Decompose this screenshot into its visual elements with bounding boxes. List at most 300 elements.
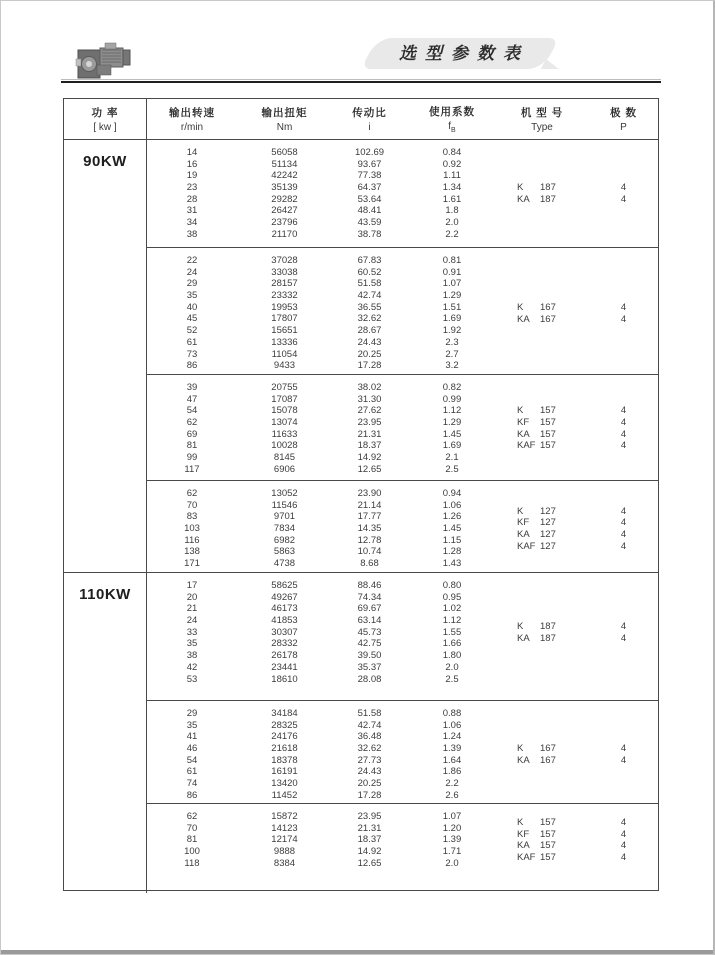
type-prefix: KF	[517, 828, 530, 840]
table-cell: 23.95	[357, 811, 382, 822]
gearmotor-image	[75, 39, 135, 83]
table-cell: 29282	[271, 193, 298, 205]
table-cell: 46	[186, 743, 198, 755]
poles-cell: 4	[620, 505, 627, 517]
type-row	[497, 429, 660, 441]
type-size: 157	[540, 851, 556, 863]
type-row	[497, 852, 660, 864]
table-cell: 37028	[271, 255, 298, 266]
type-prefix: KF	[517, 417, 530, 429]
header-rule	[61, 79, 661, 83]
table-cell: 42	[186, 661, 198, 673]
type-row	[497, 314, 660, 326]
table-cell: 0.88	[442, 708, 462, 719]
power-section	[64, 572, 658, 893]
table-cell: 67.83	[357, 255, 382, 266]
table-cell: 20	[186, 591, 198, 603]
table-body	[64, 140, 658, 893]
type-row	[497, 633, 660, 645]
table-cell: 35	[186, 719, 198, 731]
table-cell: 28157	[271, 278, 298, 290]
table-cell: 62	[186, 488, 198, 499]
table-cell: 13336	[271, 336, 298, 348]
table-cell: 1.51	[442, 301, 462, 313]
table-cell: 34	[186, 217, 198, 229]
type-row	[497, 817, 660, 829]
type-size: 127	[540, 517, 556, 529]
table-cell: 1.45	[442, 428, 462, 440]
table-cell: 2.5	[445, 463, 459, 475]
table-cell: 171	[184, 558, 200, 570]
type-group	[497, 580, 660, 685]
table-cell: 1.15	[442, 534, 462, 546]
table-cell: 12174	[271, 834, 298, 846]
type-prefix: KAF	[517, 851, 536, 863]
type-size: 157	[540, 840, 556, 852]
table-cell: 38.78	[357, 228, 382, 240]
type-cell	[497, 633, 587, 645]
power-section	[64, 140, 658, 572]
column-header-unit: [ kw ]	[93, 122, 117, 133]
type-prefix: KAF	[517, 440, 536, 452]
table-cell: 1.45	[442, 523, 462, 535]
type-row	[497, 417, 660, 429]
table-cell: 1.66	[442, 638, 462, 650]
table-cell: 46173	[271, 603, 298, 615]
poles-cell: 4	[620, 405, 627, 417]
table-cell: 23.95	[357, 417, 382, 429]
table-cell: 21618	[271, 743, 298, 755]
table-cell: 2.2	[445, 778, 459, 790]
table-cell: 12.78	[357, 534, 382, 546]
column-header-unit: P	[620, 122, 627, 133]
table-cell: 31.30	[357, 393, 382, 405]
table-cell: 73	[186, 348, 198, 360]
table-cell: 1.61	[442, 193, 462, 205]
table-cell: 32.62	[357, 313, 382, 325]
table-cell: 1.06	[442, 719, 462, 731]
type-size: 127	[540, 528, 556, 540]
table-cell: 38	[186, 228, 198, 240]
type-prefix: K	[517, 405, 524, 417]
table-cell: 81	[186, 440, 198, 452]
table-cell: 22	[186, 255, 198, 266]
table-cell: 0.91	[442, 266, 462, 278]
table-cell: 51.58	[357, 278, 382, 290]
table-cell: 117	[184, 463, 200, 475]
poles-cell: 4	[620, 301, 627, 313]
table-cell: 23796	[271, 217, 298, 229]
table-cell: 33	[186, 626, 198, 638]
table-cell: 36.48	[357, 731, 382, 743]
column-header	[497, 99, 587, 139]
table-cell: 13074	[271, 417, 298, 429]
table-cell: 35.37	[357, 661, 382, 673]
table-cell: 81	[186, 834, 198, 846]
type-cell	[497, 194, 587, 206]
type-prefix: KA	[517, 840, 530, 852]
table-cell: 54	[186, 754, 198, 766]
column-header	[332, 99, 407, 139]
table-cell: 27.62	[357, 405, 382, 417]
poles-cell: 4	[620, 528, 627, 540]
table-cell: 27.73	[357, 754, 382, 766]
table-cell: 41853	[271, 615, 298, 627]
table-cell: 1.43	[442, 558, 462, 570]
table-cell: 56058	[271, 147, 298, 158]
type-size: 167	[540, 301, 556, 313]
table-cell: 60.52	[357, 266, 382, 278]
column-header-unit: $f_B$	[448, 121, 456, 134]
poles-cell: 4	[620, 417, 627, 429]
table-cell: 11452	[271, 789, 298, 801]
table-cell: 1.28	[442, 546, 462, 558]
type-prefix: KA	[517, 754, 530, 766]
type-cell	[497, 440, 587, 452]
poles-cell: 4	[620, 816, 627, 828]
type-cell	[497, 621, 587, 633]
table-cell: 24.43	[357, 336, 382, 348]
column-header	[407, 99, 497, 139]
table-cell: 2.0	[445, 217, 459, 229]
type-row	[497, 743, 660, 755]
poles-cell: 4	[620, 313, 627, 325]
table-cell: 1.06	[442, 499, 462, 511]
poles-cell: 4	[620, 182, 627, 194]
table-cell: 30307	[271, 626, 298, 638]
table-cell: 1.39	[442, 743, 462, 755]
table-cell: 42.74	[357, 290, 382, 302]
type-cell	[497, 302, 587, 314]
type-row	[497, 541, 660, 553]
table-cell: 35	[186, 290, 198, 302]
column-header	[64, 99, 147, 139]
table-cell: 19953	[271, 301, 298, 313]
column-header	[587, 99, 660, 139]
table-cell: 0.99	[442, 393, 462, 405]
table-cell: 13420	[271, 778, 298, 790]
type-cell	[497, 517, 587, 529]
type-cell	[497, 417, 587, 429]
table-cell: 8384	[273, 857, 296, 869]
table-cell: 77.38	[357, 170, 382, 182]
table-cell: 1.64	[442, 754, 462, 766]
table-cell: 2.7	[445, 348, 459, 360]
table-cell: 83	[186, 511, 198, 523]
table-cell: 6906	[273, 463, 296, 475]
table-cell: 61	[186, 766, 198, 778]
table-cell: 69.67	[357, 603, 382, 615]
table-cell: 1.26	[442, 511, 462, 523]
type-cell	[497, 314, 587, 326]
type-size: 157	[540, 405, 556, 417]
table-cell: 1.69	[442, 313, 462, 325]
table-cell: 2.2	[445, 228, 459, 240]
table-cell: 15651	[271, 325, 298, 337]
table-cell: 10028	[271, 440, 298, 452]
type-size: 187	[540, 193, 556, 205]
section-blocks	[147, 140, 658, 572]
type-size: 157	[540, 440, 556, 452]
type-cell	[497, 506, 587, 518]
table-cell: 40	[186, 301, 198, 313]
poles-cell: 4	[620, 743, 627, 755]
table-cell: 18.37	[357, 834, 382, 846]
table-cell: 34184	[271, 708, 298, 719]
type-row	[497, 517, 660, 529]
type-row	[497, 405, 660, 417]
column-header	[237, 99, 332, 139]
column-header-unit-subscript: B	[451, 127, 456, 134]
table-cell: 42.75	[357, 638, 382, 650]
table-cell: 1.07	[442, 278, 462, 290]
table-cell: 0.80	[442, 580, 462, 591]
type-prefix: KF	[517, 517, 530, 529]
type-group	[497, 708, 660, 802]
poles-cell: 4	[620, 428, 627, 440]
table-cell: 1.71	[442, 846, 462, 858]
table-cell: 51134	[271, 158, 298, 170]
poles-cell: 4	[620, 632, 627, 644]
table-cell: 45.73	[357, 626, 382, 638]
table-cell: 0.81	[442, 255, 462, 266]
table-cell: 23	[186, 182, 198, 194]
table-cell: 1.02	[442, 603, 462, 615]
table-cell: 32.62	[357, 743, 382, 755]
table-cell: 1.69	[442, 440, 462, 452]
table-cell: 1.29	[442, 290, 462, 302]
table-cell: 53.64	[357, 193, 382, 205]
type-prefix: KA	[517, 313, 530, 325]
table-cell: 1.34	[442, 182, 462, 194]
table-cell: 1.39	[442, 834, 462, 846]
table-cell: 21.14	[357, 499, 382, 511]
table-cell: 28332	[271, 638, 298, 650]
type-group	[497, 811, 660, 870]
type-cell	[497, 852, 587, 864]
table-cell: 2.3	[445, 336, 459, 348]
type-size: 157	[540, 828, 556, 840]
table-cell: 16191	[271, 766, 298, 778]
table-cell: 51.58	[357, 708, 382, 719]
column-header-zh: 功 率	[91, 107, 119, 119]
table-cell: 12.65	[357, 463, 382, 475]
table-cell: 28.08	[357, 673, 382, 685]
table-cell: 12.65	[357, 857, 382, 869]
table-cell: 48.41	[357, 205, 382, 217]
table-cell: 116	[184, 534, 200, 546]
table-cell: 23332	[271, 290, 298, 302]
table-cell: 24176	[271, 731, 298, 743]
table-cell: 17807	[271, 313, 298, 325]
power-label: 90KW	[64, 140, 147, 572]
table-cell: 18.37	[357, 440, 382, 452]
table-cell: 17.28	[357, 360, 382, 372]
table-cell: 24	[186, 266, 198, 278]
type-cell	[497, 817, 587, 829]
ratio-block	[147, 140, 658, 247]
table-cell: 29	[186, 708, 198, 719]
table-cell: 1.11	[443, 170, 461, 182]
type-size: 157	[540, 428, 556, 440]
table-cell: 2.5	[445, 673, 459, 685]
table-header-row	[64, 99, 658, 140]
type-size: 167	[540, 743, 556, 755]
table-cell: 2.0	[445, 661, 459, 673]
table-cell: 103	[184, 523, 200, 535]
ratio-block	[147, 374, 658, 480]
type-prefix: K	[517, 505, 524, 517]
type-size: 187	[540, 620, 556, 632]
type-size: 167	[540, 313, 556, 325]
table-cell: 14.92	[357, 452, 382, 464]
table-cell: 14.92	[357, 846, 382, 858]
table-cell: 20.25	[357, 778, 382, 790]
ratio-block	[147, 247, 658, 374]
type-row	[497, 621, 660, 633]
table-cell: 9433	[273, 360, 296, 372]
table-cell: 11546	[271, 499, 298, 511]
table-cell: 1.20	[442, 822, 462, 834]
table-cell: 7834	[273, 523, 296, 535]
table-cell: 4738	[273, 558, 296, 570]
table-cell: 1.12	[442, 405, 462, 417]
table-cell: 11054	[271, 348, 298, 360]
table-cell: 39	[186, 382, 198, 393]
table-cell: 1.80	[442, 650, 462, 662]
table-cell: 10.74	[357, 546, 382, 558]
type-cell	[497, 541, 587, 553]
type-row	[497, 194, 660, 206]
type-group	[497, 488, 660, 570]
type-cell	[497, 182, 587, 194]
column-header-zh: 传动比	[352, 107, 387, 119]
type-row	[497, 840, 660, 852]
type-size: 157	[540, 816, 556, 828]
table-cell: 15078	[271, 405, 298, 417]
table-cell: 20.25	[357, 348, 382, 360]
table-cell: 1.86	[442, 766, 462, 778]
type-row	[497, 182, 660, 194]
table-cell: 45	[186, 313, 198, 325]
type-prefix: KA	[517, 428, 530, 440]
table-cell: 1.12	[442, 615, 462, 627]
type-cell	[497, 840, 587, 852]
table-cell: 13052	[271, 488, 298, 499]
table-cell: 1.29	[442, 417, 462, 429]
type-cell	[497, 829, 587, 841]
poles-cell: 4	[620, 193, 627, 205]
type-size: 157	[540, 417, 556, 429]
column-header-zh: 输出转速	[169, 107, 215, 119]
table-cell: 33038	[271, 266, 298, 278]
table-cell: 24.43	[357, 766, 382, 778]
table-cell: 17	[186, 580, 198, 591]
table-cell: 31	[186, 205, 198, 217]
table-cell: 29	[186, 278, 198, 290]
selection-parameter-table	[63, 98, 659, 891]
type-group	[497, 382, 660, 476]
table-cell: 42.74	[357, 719, 382, 731]
type-cell	[497, 743, 587, 755]
table-cell: 26427	[271, 205, 298, 217]
table-cell: 118	[184, 857, 200, 869]
table-cell: 35139	[271, 182, 298, 194]
table-cell: 39.50	[357, 650, 382, 662]
poles-cell: 4	[620, 620, 627, 632]
table-cell: 52	[186, 325, 198, 337]
type-prefix: KA	[517, 193, 530, 205]
column-header-zh: 使用系数	[429, 106, 475, 118]
poles-cell: 4	[620, 440, 627, 452]
table-cell: 35	[186, 638, 198, 650]
poles-cell: 4	[620, 840, 627, 852]
section-blocks	[147, 573, 658, 893]
type-prefix: KAF	[517, 540, 536, 552]
table-cell: 43.59	[357, 217, 382, 229]
table-cell: 6982	[273, 534, 296, 546]
table-cell: 3.2	[445, 360, 459, 372]
table-cell: 28	[186, 193, 198, 205]
ratio-block	[147, 803, 658, 893]
type-row	[497, 302, 660, 314]
table-cell: 74.34	[357, 591, 382, 603]
type-prefix: K	[517, 620, 524, 632]
table-cell: 54	[186, 405, 198, 417]
type-prefix: K	[517, 301, 524, 313]
poles-cell: 4	[620, 828, 627, 840]
table-cell: 11633	[271, 428, 298, 440]
table-cell: 138	[184, 546, 200, 558]
column-header	[147, 99, 237, 139]
type-row	[497, 529, 660, 541]
table-cell: 86	[186, 360, 198, 372]
power-label: 110KW	[64, 573, 147, 893]
table-cell: 9701	[273, 511, 296, 523]
table-cell: 0.95	[442, 591, 462, 603]
table-cell: 42242	[271, 170, 298, 182]
table-cell: 23441	[271, 661, 298, 673]
poles-cell: 4	[620, 851, 627, 863]
type-group	[497, 147, 660, 241]
column-header-zh: 机 型 号	[520, 107, 564, 119]
table-cell: 62	[186, 417, 198, 429]
column-header-unit: Type	[531, 122, 553, 133]
table-cell: 61	[186, 336, 198, 348]
table-cell: 5863	[273, 546, 296, 558]
column-header-unit: i	[368, 122, 371, 133]
type-cell	[497, 405, 587, 417]
ratio-block	[147, 573, 658, 700]
table-cell: 16	[186, 158, 198, 170]
table-cell: 23.90	[357, 488, 382, 499]
table-cell: 69	[186, 428, 198, 440]
table-cell: 38.02	[357, 382, 382, 393]
table-cell: 86	[186, 789, 198, 801]
table-cell: 1.07	[442, 811, 462, 822]
table-cell: 9888	[273, 846, 296, 858]
type-row	[497, 829, 660, 841]
table-cell: 19	[186, 170, 198, 182]
table-cell: 18610	[271, 673, 298, 685]
table-cell: 26178	[271, 650, 298, 662]
type-size: 127	[540, 540, 556, 552]
ratio-block	[147, 480, 658, 572]
table-cell: 100	[184, 846, 200, 858]
table-cell: 21	[186, 603, 198, 615]
table-cell: 17.77	[357, 511, 382, 523]
table-cell: 24	[186, 615, 198, 627]
